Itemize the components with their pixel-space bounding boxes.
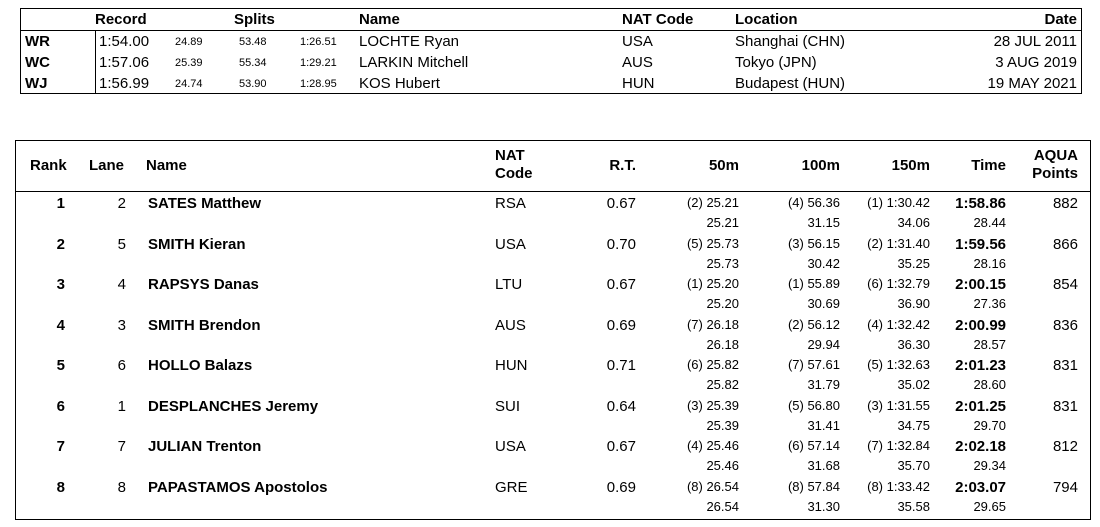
rank: 4	[56, 316, 65, 334]
aqua-points: 866	[1052, 235, 1078, 253]
split-150m: (5) 1:32.63	[867, 357, 930, 372]
record-date: 3 AUG 2019	[995, 54, 1077, 71]
split-100m: (4) 56.36	[787, 195, 840, 210]
athlete-name: RAPSYS Danas	[148, 276, 259, 293]
split-150m: (3) 1:31.55	[867, 397, 930, 413]
reaction-time: 0.67	[606, 438, 636, 455]
lap-100m: 31.15	[807, 215, 840, 230]
lap-100m: 31.68	[807, 458, 840, 473]
lap-150m: 35.02	[897, 377, 930, 392]
header-nat-line1: NAT	[495, 147, 525, 164]
split-150m: (4) 1:32.42	[867, 316, 930, 332]
lap-100m: 30.42	[807, 255, 840, 271]
record-code: WJ	[25, 75, 48, 92]
table-row	[16, 398, 1090, 438]
reaction-time: 0.71	[606, 357, 636, 374]
record-location: Budapest (HUN)	[735, 75, 846, 92]
records-header-splits: Splits	[234, 11, 275, 28]
reaction-time: 0.64	[606, 397, 636, 415]
header-reaction-time: R.T.	[609, 157, 636, 174]
reaction-time: 0.67	[606, 276, 636, 293]
record-split-50: 24.89	[175, 36, 203, 48]
record-holder: LOCHTE Ryan	[359, 33, 460, 50]
lap-final: 29.70	[973, 417, 1006, 433]
lap-150m: 36.30	[897, 336, 930, 352]
table-row	[16, 357, 1090, 397]
records-header-record: Record	[95, 11, 147, 28]
record-split-150: 1:28.95	[300, 78, 337, 90]
records-header-date: Date	[1044, 11, 1077, 28]
aqua-points: 831	[1052, 357, 1078, 374]
records-header-location: Location	[735, 11, 798, 28]
athlete-name: SATES Matthew	[148, 195, 262, 212]
lap-100m: 31.79	[807, 377, 840, 392]
lap-50m: 25.46	[706, 458, 739, 473]
record-nat: HUN	[622, 75, 655, 92]
final-time: 2:02.18	[955, 438, 1006, 455]
athlete-name: HOLLO Balazs	[148, 357, 253, 374]
results-header	[16, 141, 1090, 192]
split-150m: (6) 1:32.79	[867, 276, 930, 291]
record-split-50: 24.74	[175, 78, 203, 90]
final-time: 2:01.23	[955, 357, 1006, 374]
record-time: 1:57.06	[99, 54, 150, 71]
header-nat-line2: Code	[495, 165, 533, 182]
lap-final: 28.57	[973, 336, 1006, 352]
table-row	[16, 317, 1090, 357]
record-location: Shanghai (CHN)	[735, 33, 846, 50]
split-50m: (7) 26.18	[686, 316, 739, 332]
lane: 2	[117, 195, 126, 212]
athlete-name: JULIAN Trenton	[148, 438, 262, 455]
split-150m: (2) 1:31.40	[867, 235, 930, 251]
final-time: 2:01.25	[955, 397, 1006, 415]
reaction-time: 0.67	[606, 195, 636, 212]
aqua-points: 882	[1052, 195, 1078, 212]
split-100m: (7) 57.61	[787, 357, 840, 372]
aqua-points: 854	[1052, 276, 1078, 293]
header-aqua-line1: AQUA	[1033, 147, 1078, 164]
split-100m: (2) 56.12	[787, 316, 840, 332]
header-time: Time	[971, 157, 1006, 174]
nat-code: LTU	[495, 276, 523, 293]
lap-150m: 36.90	[897, 296, 930, 311]
rank: 8	[56, 478, 65, 496]
split-50m: (5) 25.73	[686, 235, 739, 251]
lap-150m: 35.58	[897, 498, 930, 514]
split-100m: (1) 55.89	[787, 276, 840, 291]
lap-final: 27.36	[973, 296, 1006, 311]
record-date: 28 JUL 2011	[993, 33, 1077, 50]
nat-code: RSA	[495, 195, 526, 212]
split-150m: (8) 1:33.42	[867, 478, 930, 494]
header-100m: 100m	[801, 157, 840, 174]
header-lane: Lane	[89, 157, 125, 174]
lap-50m: 26.54	[706, 498, 739, 514]
aqua-points: 794	[1052, 478, 1078, 496]
header-name: Name	[146, 157, 187, 174]
lap-50m: 25.73	[706, 255, 739, 271]
athlete-name: SMITH Kieran	[148, 235, 246, 253]
lap-100m: 31.41	[807, 417, 840, 433]
record-time: 1:56.99	[99, 75, 150, 92]
records-table	[20, 8, 1082, 94]
rank: 7	[56, 438, 65, 455]
rank: 3	[56, 276, 65, 293]
athlete-name: DESPLANCHES Jeremy	[148, 397, 319, 415]
lane: 5	[117, 235, 126, 253]
lap-100m: 29.94	[807, 336, 840, 352]
table-row	[16, 276, 1090, 316]
rank: 1	[56, 195, 65, 212]
lap-150m: 35.25	[897, 255, 930, 271]
header-50m: 50m	[708, 157, 739, 174]
header-nat-code	[495, 147, 533, 183]
lap-150m: 35.70	[897, 458, 930, 473]
table-row	[16, 438, 1090, 478]
results-table	[15, 140, 1091, 520]
reaction-time: 0.70	[606, 235, 636, 253]
nat-code: HUN	[495, 357, 528, 374]
table-row	[16, 195, 1090, 235]
lap-100m: 31.30	[807, 498, 840, 514]
record-split-100: 55.34	[239, 57, 267, 69]
lap-50m: 25.21	[706, 215, 739, 230]
split-100m: (5) 56.80	[787, 397, 840, 413]
final-time: 2:00.99	[955, 316, 1006, 334]
header-rank: Rank	[30, 157, 67, 174]
split-50m: (6) 25.82	[686, 357, 739, 372]
lane: 6	[117, 357, 126, 374]
nat-code: GRE	[495, 478, 528, 496]
lap-50m: 25.39	[706, 417, 739, 433]
lap-final: 29.34	[973, 458, 1006, 473]
header-aqua-line2: Points	[1032, 165, 1078, 182]
split-50m: (2) 25.21	[686, 195, 739, 210]
record-split-100: 53.90	[239, 78, 267, 90]
lap-150m: 34.06	[897, 215, 930, 230]
record-split-50: 25.39	[175, 57, 203, 69]
lane: 4	[117, 276, 126, 293]
header-aqua-points	[1032, 147, 1078, 183]
nat-code: USA	[495, 438, 526, 455]
split-150m: (1) 1:30.42	[867, 195, 930, 210]
record-row-wc	[21, 52, 1081, 74]
aqua-points: 836	[1052, 316, 1078, 334]
athlete-name: SMITH Brendon	[148, 316, 261, 334]
split-150m: (7) 1:32.84	[867, 438, 930, 453]
record-time: 1:54.00	[99, 33, 150, 50]
record-split-150: 1:29.21	[300, 57, 337, 69]
table-row	[16, 236, 1090, 276]
reaction-time: 0.69	[606, 316, 636, 334]
split-50m: (1) 25.20	[686, 276, 739, 291]
split-100m: (6) 57.14	[787, 438, 840, 453]
records-header-name: Name	[359, 11, 400, 28]
record-code: WC	[25, 54, 50, 71]
split-50m: (4) 25.46	[686, 438, 739, 453]
lane: 7	[117, 438, 126, 455]
split-100m: (8) 57.84	[787, 478, 840, 494]
lane: 1	[117, 397, 126, 415]
record-split-150: 1:26.51	[300, 36, 337, 48]
lane: 3	[117, 316, 126, 334]
header-150m: 150m	[891, 157, 930, 174]
lane: 8	[117, 478, 126, 496]
record-row-wr	[21, 31, 1081, 53]
table-row	[16, 479, 1090, 519]
lap-50m: 25.20	[706, 296, 739, 311]
record-holder: KOS Hubert	[359, 75, 440, 92]
record-split-100: 53.48	[239, 36, 267, 48]
record-row-wj	[21, 73, 1081, 95]
lap-150m: 34.75	[897, 417, 930, 433]
lap-100m: 30.69	[807, 296, 840, 311]
aqua-points: 812	[1052, 438, 1078, 455]
nat-code: SUI	[495, 397, 521, 415]
record-code: WR	[25, 33, 50, 50]
record-nat: AUS	[622, 54, 653, 71]
lap-50m: 25.82	[706, 377, 739, 392]
final-time: 2:00.15	[955, 276, 1006, 293]
final-time: 1:59.56	[955, 235, 1006, 253]
aqua-points: 831	[1052, 397, 1078, 415]
athlete-name: PAPASTAMOS Apostolos	[148, 478, 328, 496]
reaction-time: 0.69	[606, 478, 636, 496]
lap-final: 29.65	[973, 498, 1006, 514]
record-location: Tokyo (JPN)	[735, 54, 817, 71]
lap-final: 28.60	[973, 377, 1006, 392]
nat-code: AUS	[495, 316, 526, 334]
rank: 5	[56, 357, 65, 374]
nat-code: USA	[495, 235, 526, 253]
lap-50m: 26.18	[706, 336, 739, 352]
record-date: 19 MAY 2021	[987, 75, 1077, 92]
rank: 6	[56, 397, 65, 415]
rank: 2	[56, 235, 65, 253]
records-header-nat: NAT Code	[622, 11, 694, 28]
final-time: 2:03.07	[955, 478, 1006, 496]
split-100m: (3) 56.15	[787, 235, 840, 251]
split-50m: (3) 25.39	[686, 397, 739, 413]
split-50m: (8) 26.54	[686, 478, 739, 494]
lap-final: 28.16	[973, 255, 1006, 271]
lap-final: 28.44	[973, 215, 1006, 230]
record-holder: LARKIN Mitchell	[359, 54, 469, 71]
final-time: 1:58.86	[955, 195, 1006, 212]
record-nat: USA	[622, 33, 653, 50]
